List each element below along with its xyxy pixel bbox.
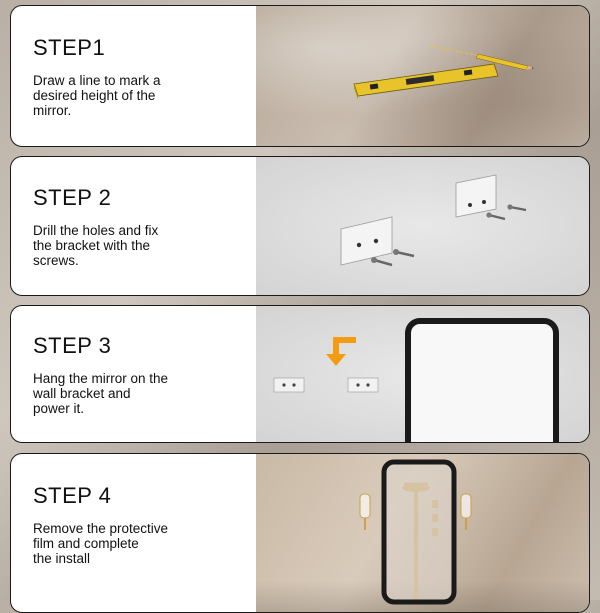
mirror-icon xyxy=(408,321,556,442)
step-2-image xyxy=(256,157,589,295)
step-3-text xyxy=(11,306,256,442)
step-3-description: Hang the mirror on the wall bracket and power it. xyxy=(33,370,169,416)
step-3-title: STEP 3 xyxy=(33,332,112,358)
step-4-title: STEP 4 xyxy=(33,482,112,508)
step-1-text xyxy=(11,6,256,146)
step-1-description: Draw a line to mark a desired height of the mirror. xyxy=(33,72,161,118)
step-3-card xyxy=(10,305,590,443)
step-4-card xyxy=(10,453,590,613)
step-4-text xyxy=(11,454,256,612)
step-1-image xyxy=(256,6,589,146)
step-3-illustration xyxy=(256,306,589,442)
step-2-title: STEP 2 xyxy=(33,184,112,210)
step-1-illustration xyxy=(256,6,589,146)
step-4-illustration xyxy=(256,454,589,612)
step-1-card xyxy=(10,5,590,147)
arrow-icon xyxy=(326,340,356,366)
step-2-text xyxy=(11,157,256,295)
step-4-description: Remove the protective film and complete the install xyxy=(33,520,169,566)
step-2-illustration xyxy=(256,157,589,295)
step-3-image xyxy=(256,306,589,442)
wall-lamp-icon xyxy=(360,494,370,530)
step-2-description: Drill the holes and fix the bracket with the screws. xyxy=(33,222,159,268)
step-2-card xyxy=(10,156,590,296)
mirror-icon xyxy=(384,462,454,602)
step-4-image xyxy=(256,454,589,612)
wall-lamp-icon xyxy=(461,494,471,530)
spirit-level-icon xyxy=(354,64,498,100)
bracket-icon xyxy=(348,378,378,392)
step-1-title: STEP1 xyxy=(33,34,106,60)
bracket-icon xyxy=(341,217,392,265)
bracket-icon xyxy=(456,175,496,217)
bracket-icon xyxy=(274,378,304,392)
